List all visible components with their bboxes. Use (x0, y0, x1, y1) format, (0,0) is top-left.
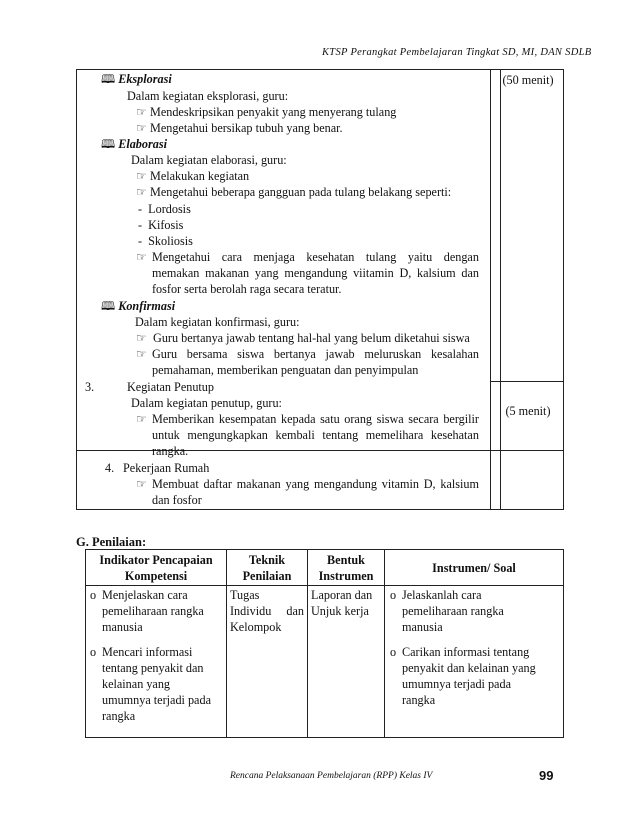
header-bentuk: Bentuk Instrumen (318, 553, 374, 583)
page-number: 99 (539, 768, 554, 783)
list-item: ☞ Mengetahui beberapa gangguan pada tulang belakang seperti: (136, 185, 452, 199)
assessment-table (85, 549, 564, 738)
penutup-number: 3. (85, 380, 95, 394)
book-icon: 🕮 (101, 137, 116, 151)
soal-item: Jelaskanlah cara pemeliharaan rangka manusia (402, 588, 504, 634)
row-divider-homework (77, 450, 564, 451)
dash-item: - Kifosis (138, 218, 184, 232)
pointing-hand-icon: ☞ (136, 121, 147, 135)
row-divider-time (490, 381, 564, 382)
list-item: ☞ Melakukan kegiatan (136, 169, 250, 183)
column-divider (384, 550, 385, 737)
pointing-hand-icon: ☞ (136, 105, 147, 119)
indikator-item: Menjelaskan cara pemeliharaan rangka manusia (102, 588, 204, 634)
bullet: o (390, 588, 397, 602)
elaborasi-heading: 🕮 Elaborasi (101, 137, 167, 151)
bullet: o (90, 645, 97, 659)
dash-item: - Skoliosis (138, 234, 193, 248)
book-icon: 🕮 (101, 299, 116, 313)
penutup-intro: Dalam kegiatan penutup, guru: (131, 396, 282, 410)
pointing-hand-icon: ☞ (136, 185, 147, 199)
penutup-heading: Kegiatan Penutup (127, 380, 214, 394)
bentuk-cell: Laporan dan Unjuk kerja (311, 588, 373, 618)
justified-line: Memberikan kesempatan kepada satu orang siswa secara bergilir (152, 412, 479, 426)
pointing-hand-icon: ☞ (136, 331, 147, 345)
header-instrumen: Instrumen/ Soal (432, 561, 516, 575)
text-line: rangka. (152, 444, 189, 458)
pointing-hand-icon: ☞ (136, 477, 147, 491)
justified-line: Mengetahui cara menjaga kesehatan tulang yaitu dengan (152, 250, 479, 264)
list-item: ☞ Mendeskripsikan penyakit yang menyerang tulang (136, 105, 397, 119)
list-item: ☞ Mengetahui bersikap tubuh yang benar. (136, 121, 343, 135)
header-divider (86, 585, 563, 586)
elaborasi-intro: Dalam kegiatan elaborasi, guru: (131, 153, 287, 167)
text-line: dan fosfor (152, 493, 202, 507)
justified-line: memakan makanan yang mengandung viitamin D, kalsium dan (152, 266, 479, 280)
homework-number: 4. (105, 461, 115, 475)
time-5: (5 menit) (505, 404, 551, 418)
indikator-item: Mencari informasi tentang penyakit dan kelainan yang umumnya terjadi pada rangka (102, 645, 211, 723)
teknik-cell: Tugas Individu dan Kelompok (230, 588, 304, 634)
justified-line: Guru bersama siswa bertanya jawab meluruskan kesalahan (152, 347, 479, 361)
bullet: o (90, 588, 97, 602)
pointing-hand-icon: ☞ (136, 169, 147, 183)
header-teknik: Teknik Penilaian (242, 553, 292, 583)
pointing-hand-icon: ☞ (136, 412, 147, 426)
book-icon: 🕮 (101, 72, 116, 86)
activities-table (76, 69, 564, 510)
time-50: (50 menit) (502, 73, 554, 87)
bullet: o (390, 645, 397, 659)
soal-item: Carikan informasi tentang penyakit dan kelainan yang umumnya terjadi pada rangka (402, 645, 536, 707)
list-item: ☞ Guru bertanya jawab tentang hal-hal yang belum diketahui siswa (136, 331, 470, 345)
dash-item: - Lordosis (138, 202, 191, 216)
pointing-hand-icon: ☞ (136, 250, 147, 264)
text-line: fosfor serta berolah raga secara teratur. (152, 282, 342, 296)
header-indikator: Indikator Pencapaian Kompetensi (99, 553, 213, 583)
konfirmasi-heading: 🕮 Konfirmasi (101, 299, 176, 313)
column-divider (490, 70, 491, 509)
section-title: G. Penilaian: (76, 535, 147, 549)
pointing-hand-icon: ☞ (136, 347, 147, 361)
running-header: KTSP Perangkat Pembelajaran Tingkat SD, MI, DAN SDLB (322, 47, 592, 58)
column-divider-2 (500, 70, 501, 509)
eksplorasi-intro: Dalam kegiatan eksplorasi, guru: (127, 89, 289, 103)
homework-heading: Pekerjaan Rumah (123, 461, 210, 475)
justified-line: Membuat daftar makanan yang mengandung vitamin D, kalsium (152, 477, 479, 491)
konfirmasi-intro: Dalam kegiatan konfirmasi, guru: (135, 315, 300, 329)
eksplorasi-heading: 🕮 Eksplorasi (101, 72, 172, 86)
footer-text: Rencana Pelaksanaan Pembelajaran (RPP) Kelas IV (230, 771, 433, 781)
justified-line: untuk mengungkapkan kembali tentang memelihara kesehatan (152, 428, 479, 442)
text-line: pemahaman, memberikan penguatan dan penyimpulan (152, 363, 419, 377)
